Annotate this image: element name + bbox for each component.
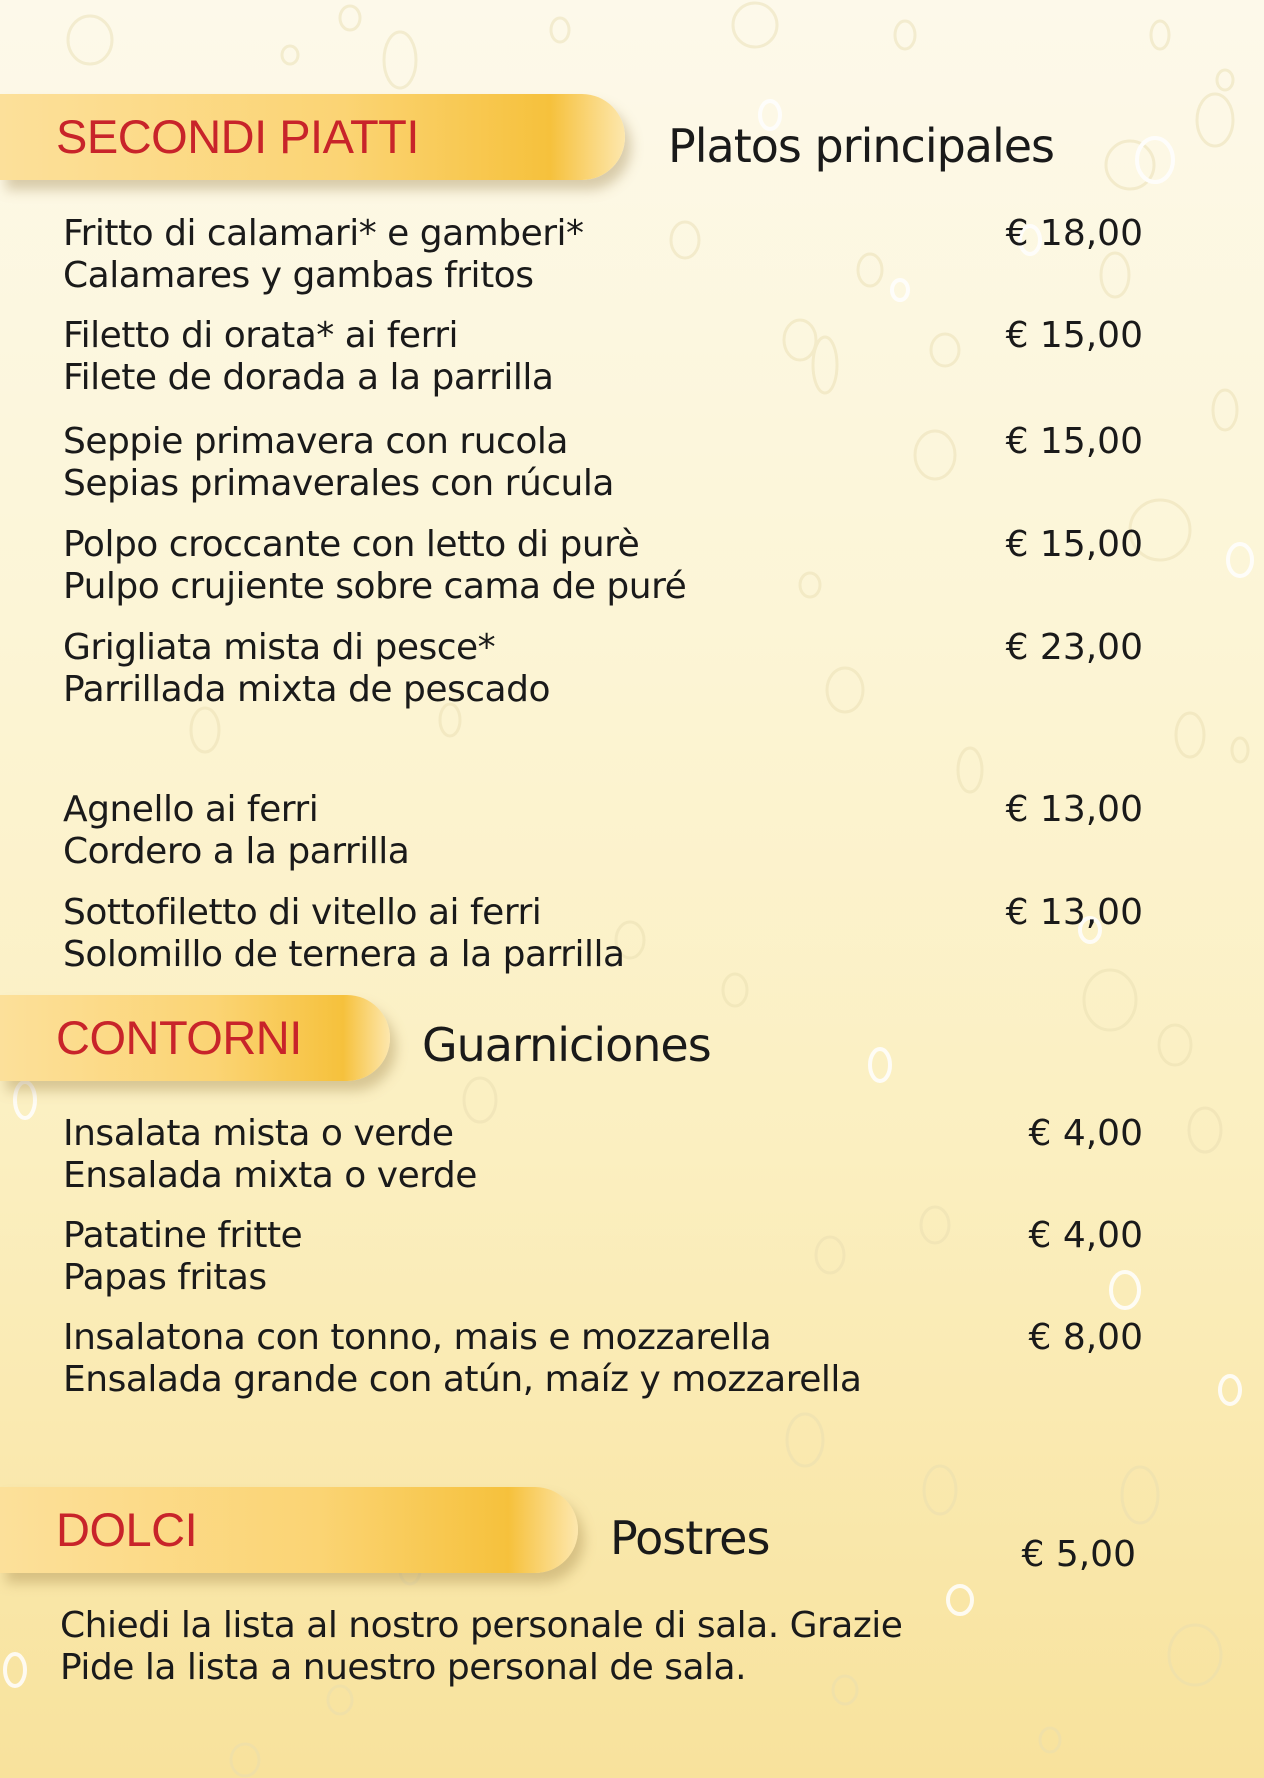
item-name: Agnello ai ferri (63, 789, 319, 830)
item-price: € 8,00 (1028, 1317, 1143, 1358)
note-italian: Chiedi la lista al nostro personale di sala. Grazie (60, 1605, 903, 1646)
item-name: Patatine fritte (63, 1215, 303, 1256)
note-spanish: Pide la lista a nuestro personal de sala. (60, 1647, 747, 1688)
item-price: € 4,00 (1028, 1113, 1143, 1154)
dolci-price: € 5,00 (1021, 1534, 1136, 1575)
menu-item (63, 315, 1143, 399)
item-price: € 15,00 (1005, 421, 1143, 462)
menu-item (63, 892, 1143, 976)
item-translation: Papas fritas (63, 1257, 267, 1298)
item-translation: Ensalada grande con atún, maíz y mozzarella (63, 1359, 862, 1400)
item-translation: Sepias primaverales con rúcula (63, 463, 614, 504)
item-price: € 18,00 (1005, 213, 1143, 254)
item-name: Sottofiletto di vitello ai ferri (63, 892, 542, 933)
item-translation: Parrillada mixta de pescado (63, 669, 550, 710)
item-price: € 15,00 (1005, 524, 1143, 565)
item-translation: Calamares y gambas fritos (63, 255, 534, 296)
item-name: Grigliata mista di pesce* (63, 627, 496, 668)
item-translation: Pulpo crujiente sobre cama de puré (63, 566, 687, 607)
item-price: € 23,00 (1005, 627, 1143, 668)
item-translation: Ensalada mixta o verde (63, 1155, 477, 1196)
item-name: Fritto di calamari* e gamberi* (63, 213, 584, 254)
section-banner-contorni (0, 995, 390, 1081)
menu-item (63, 1215, 1143, 1299)
item-name: Polpo croccante con letto di purè (63, 524, 640, 565)
section-title-contorni: CONTORNI (56, 1011, 302, 1064)
dolci-note (60, 1605, 902, 1689)
section-translation-secondi: Platos principales (668, 119, 1055, 173)
section-translation-contorni: Guarniciones (422, 1018, 711, 1072)
item-price: € 13,00 (1005, 789, 1143, 830)
section-banner-dolci (0, 1487, 578, 1573)
menu-item (63, 789, 1143, 873)
item-translation: Solomillo de ternera a la parrilla (63, 934, 625, 975)
item-translation: Filete de dorada a la parrilla (63, 357, 554, 398)
menu-item (63, 421, 1143, 505)
item-translation: Cordero a la parrilla (63, 831, 410, 872)
menu-item (63, 627, 1143, 711)
section-title-secondi: SECONDI PIATTI (56, 110, 419, 163)
menu-item (63, 1317, 1143, 1401)
item-price: € 15,00 (1005, 315, 1143, 356)
item-name: Insalata mista o verde (63, 1113, 454, 1154)
menu-item (63, 213, 1143, 297)
item-name: Seppie primavera con rucola (63, 421, 568, 462)
item-price: € 13,00 (1005, 892, 1143, 933)
menu-item (63, 524, 1143, 608)
section-title-dolci: DOLCI (56, 1503, 198, 1556)
item-name: Filetto di orata* ai ferri (63, 315, 459, 356)
item-price: € 4,00 (1028, 1215, 1143, 1256)
section-banner-secondi (0, 94, 625, 180)
section-translation-dolci: Postres (610, 1511, 770, 1565)
menu-item (63, 1113, 1143, 1197)
item-name: Insalatona con tonno, mais e mozzarella (63, 1317, 772, 1358)
